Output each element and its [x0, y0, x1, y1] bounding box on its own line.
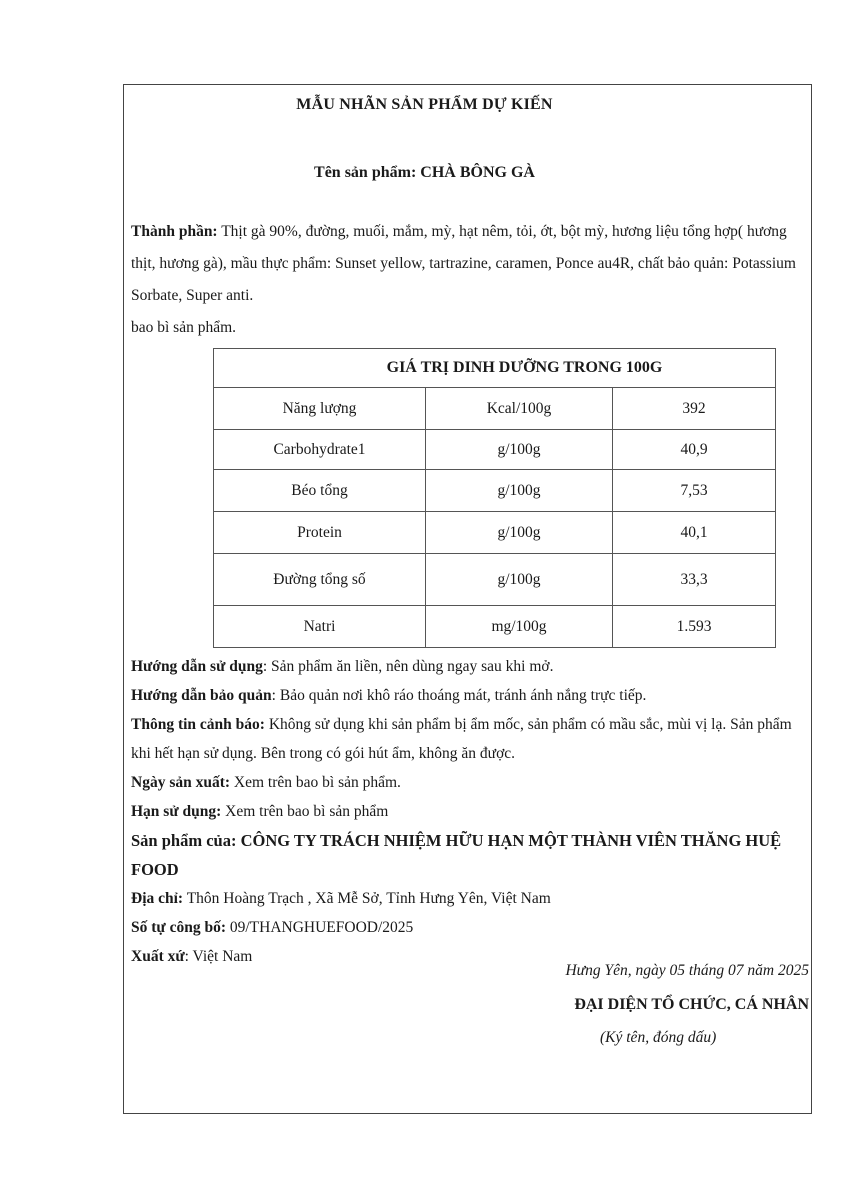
company-line	[131, 826, 803, 884]
info-section	[131, 652, 803, 971]
nutrient-value: 7,53	[613, 470, 776, 512]
warning-line	[131, 710, 803, 768]
ingredients-label: Thành phần:	[131, 223, 218, 240]
ingredients-text: Thịt gà 90%, đường, muối, mắm, mỳ, hạt nêm, tỏi, ớt, bột mỳ, hương liệu tổng hợp( hương thịt, hương gà), mầu thực phẩm: Sunset yellow, tartrazine, caramen, Ponce au4R, chất bảo quản: Potassium Sorbate, Super anti.	[131, 223, 796, 304]
product-name	[0, 164, 849, 182]
declaration-text: 09/THANGHUEFOOD/2025	[226, 919, 414, 936]
address-label: Địa chỉ:	[131, 890, 184, 907]
storage-line	[131, 681, 803, 710]
nutrient-value: 33,3	[613, 554, 776, 606]
mfg-date-label: Ngày sản xuất:	[131, 774, 231, 791]
address-text: Thôn Hoàng Trạch , Xã Mễ Sở, Tỉnh Hưng Yên, Việt Nam	[183, 890, 551, 907]
nutrient-name: Natri	[214, 606, 426, 648]
nutrient-name: Đường tổng số	[214, 554, 426, 606]
origin-label: Xuất xứ	[131, 948, 185, 965]
usage-line	[131, 652, 803, 681]
signature-note: (Ký tên, đóng dấu)	[600, 1029, 717, 1046]
table-row	[214, 606, 776, 648]
warning-label: Thông tin cảnh báo:	[131, 716, 265, 733]
table-row	[214, 388, 776, 430]
nutrient-value: 1.593	[613, 606, 776, 648]
nutrient-unit: g/100g	[426, 554, 613, 606]
table-row	[214, 470, 776, 512]
address-line	[131, 884, 803, 913]
mfg-date-text: Xem trên bao bì sản phẩm.	[230, 774, 401, 791]
usage-text: : Sản phẩm ăn liền, nên dùng ngay sau khi mở.	[262, 658, 554, 675]
nutrient-unit: g/100g	[426, 512, 613, 554]
storage-text: : Bảo quản nơi khô ráo thoáng mát, tránh ánh nắng trực tiếp.	[271, 687, 647, 704]
nutrition-table	[213, 348, 776, 648]
ingredients-extra: bao bì sản phẩm.	[131, 319, 237, 336]
nutrient-unit: Kcal/100g	[426, 388, 613, 430]
nutrient-value: 40,1	[613, 512, 776, 554]
product-name-value: CHÀ BÔNG GÀ	[420, 164, 535, 181]
company-label: Sản phẩm của:	[131, 831, 237, 850]
nutrient-value: 392	[613, 388, 776, 430]
nutrient-unit: g/100g	[426, 430, 613, 470]
nutrient-name: Carbohydrate1	[214, 430, 426, 470]
usage-label: Hướng dẫn sử dụng	[131, 658, 263, 675]
nutrient-name: Protein	[214, 512, 426, 554]
product-name-label: Tên sản phẩm:	[314, 164, 417, 181]
expiry-label: Hạn sử dụng:	[131, 803, 222, 820]
nutrition-header: GIÁ TRỊ DINH DƯỠNG TRONG 100G	[214, 349, 776, 388]
expiry-text: Xem trên bao bì sản phẩm	[221, 803, 389, 820]
representative-title: ĐẠI DIỆN TỔ CHỨC, CÁ NHÂN	[574, 996, 809, 1013]
nutrient-name: Béo tổng	[214, 470, 426, 512]
nutrient-unit: mg/100g	[426, 606, 613, 648]
signing-date: Hưng Yên, ngày 05 tháng 07 năm 2025	[565, 962, 809, 979]
ingredients-section	[131, 216, 803, 344]
declaration-label: Số tự công bố:	[131, 919, 226, 936]
nutrient-unit: g/100g	[426, 470, 613, 512]
mfg-date-line	[131, 768, 803, 797]
table-row	[214, 554, 776, 606]
origin-text: : Việt Nam	[184, 948, 253, 965]
page-title: MẪU NHÃN SẢN PHẨM DỰ KIẾN	[296, 96, 553, 113]
company-name: CÔNG TY TRÁCH NHIỆM HỮU HẠN MỘT THÀNH VIÊN THĂNG HUỆ FOOD	[131, 831, 782, 879]
warning-text: Không sử dụng khi sản phẩm bị ẩm mốc, sản phẩm có mầu sắc, mùi vị lạ. Sản phẩm khi hết hạn sử dụng. Bên trong có gói hút ẩm, không ăn được.	[131, 716, 792, 762]
table-row	[214, 512, 776, 554]
nutrient-value: 40,9	[613, 430, 776, 470]
table-row	[214, 430, 776, 470]
expiry-line	[131, 797, 803, 826]
nutrient-name: Năng lượng	[214, 388, 426, 430]
storage-label: Hướng dẫn bảo quản	[131, 687, 272, 704]
declaration-line	[131, 913, 803, 942]
